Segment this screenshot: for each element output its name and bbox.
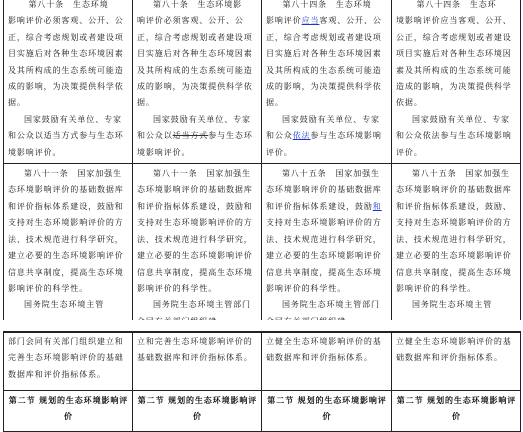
table-row [4, 164, 521, 333]
cell-col4-section-heading [392, 391, 521, 432]
article-text: 第八十五条 国家加强生态环境影响评价的基础数据库和评价指标体系建设，鼓励和支持对生态环境影响评价的方法、技术规范进行科学研究，建立必要的生态环境影响评价信息共享制度，提高生态环境影响评价的科学性。 [266, 169, 382, 293]
article-heading: 第八十四条 生态环 [416, 0, 497, 9]
cell-col1-article-80 [4, 0, 133, 164]
article-text: 响评价必须客观、公开、公正，综合考虑规划或者建设项目实施后对各种生态环境因素及其所构成的生态系统可能造成的影响，为决策提供科学依据。 [137, 16, 253, 108]
article-text: 立健全生态环境影响评价的基础数据库和评价指标体系。 [396, 337, 512, 363]
cell-col1-section-heading [4, 391, 133, 432]
section-heading: 第二节 规划的生态环境影响评价 [396, 396, 517, 422]
article-text: 第八十一条 国家加强生态环境影响评价的基础数据库和评价指标体系建设，鼓励和支持对生态环境影响评价的方法、技术规范进行科学研究，建立必要的生态环境影响评价信息共享制度，提高生态环境影响评价的科学性。 [137, 169, 253, 293]
article-text: 国家鼓励有关单位、专家和公众依法参与生态环境影响评价。 [396, 114, 512, 157]
article-text: 第八十五条 国家加强生态环境影响评价的基础数据库和评价指标体系建设，鼓励、支持对生态环境影响评价的方法、技术规范进行科学研究，建立必要的生态环境影响评价信息共享制度，提高生态环境影响评价的科学性。 [396, 169, 512, 293]
table-row [4, 332, 521, 391]
cell-col1-continued [4, 332, 133, 391]
article-text: 国家鼓励有关单位、专家和公众以适当方式参与生态环境影响评价。 [137, 114, 253, 157]
article-text: 影响评价应当客观、公开、公正，综合考虑规划或者建设项目实施后对各种生态环境因素及其所构成的生态系统可能造成的影响，为决策提供科学依据。 [266, 16, 382, 108]
cell-col4-continued [392, 332, 521, 391]
cell-col3-article-84 [262, 0, 392, 164]
article-text: 国务院生态环境主管部门 [153, 300, 251, 310]
article-text: 部门会同有关部门组织建立和完善生态环境影响评价的基础数据库和评价指标体系。 [8, 337, 124, 379]
article-text: 立和完善生态环境影响评价的基础数据库和评价指标体系。 [137, 337, 253, 363]
article-heading: 第八十条 生态环境 [28, 0, 109, 9]
section-heading: 第二节 规划的生态环境影响评价 [8, 396, 129, 422]
article-text: 立健全生态环境影响评价的基础数据库和评价指标体系。 [266, 337, 382, 363]
article-text: 国务院生态环境主管 [412, 300, 493, 310]
cell-col4-article-85 [392, 164, 521, 333]
section-heading: 第二节 规划的生态环境影响评价 [267, 396, 387, 422]
table-row [4, 391, 521, 432]
cell-col2-article-81 [133, 164, 262, 333]
cell-col3-article-85 [262, 164, 392, 333]
comparison-table-bottom [3, 331, 521, 432]
section-heading: 第二节 规划的生态环境影响评价 [137, 396, 258, 422]
article-text: 第八十一条 国家加强生态环境影响评价的基础数据库和评价指标体系建设，鼓励和支持对生态环境影响评价的方法、技术规范进行科学研究，建立必要的生态环境影响评价信息共享制度，提高生态环境影响评价的科学性。 [8, 169, 124, 293]
deleted-text: 适当方式 [172, 131, 209, 141]
cell-col4-article-84 [392, 0, 521, 164]
cell-col2-continued [133, 332, 262, 391]
article-text: 境影响评价应当客观、公开、公正，综合考虑规划或者建设项目实施后对各种生态环境因素及其所构成的生态系统可能造成的影响，为决策提供科学依据。 [396, 16, 512, 108]
cell-col2-article-80 [133, 0, 262, 164]
article-text: 国家鼓励有关单位、专家和公众以适当方式参与生态环境影响评价。 [8, 114, 124, 157]
article-text: 国务院生态环境主管部门 [282, 300, 380, 310]
table-row [4, 0, 521, 164]
article-heading: 第八十条 生态环境影 [153, 0, 242, 9]
article-text: 国家鼓励有关单位、专家和公众依法参与生态环境影响评价。 [266, 114, 382, 157]
inserted-text: 依法 [292, 131, 311, 141]
cell-col2-section-heading [133, 391, 262, 432]
article-heading: 第八十四条 生态环境 [282, 0, 372, 9]
article-text: 影响评价必须客观、公开、公正，综合考虑规划或者建设项目实施后对各种生态环境因素及其所构成的生态系统可能造成的影响，为决策提供科学依据。 [8, 16, 124, 108]
cell-col1-article-81 [4, 164, 133, 333]
article-text: 国务院生态环境主管 [24, 300, 105, 310]
page-break [0, 320, 523, 331]
cell-col3-continued [262, 332, 392, 391]
inserted-text: 应当 [301, 16, 320, 26]
comparison-table-top [3, 0, 521, 333]
cell-col3-section-heading [262, 391, 392, 432]
inserted-text: 和 [372, 201, 382, 211]
